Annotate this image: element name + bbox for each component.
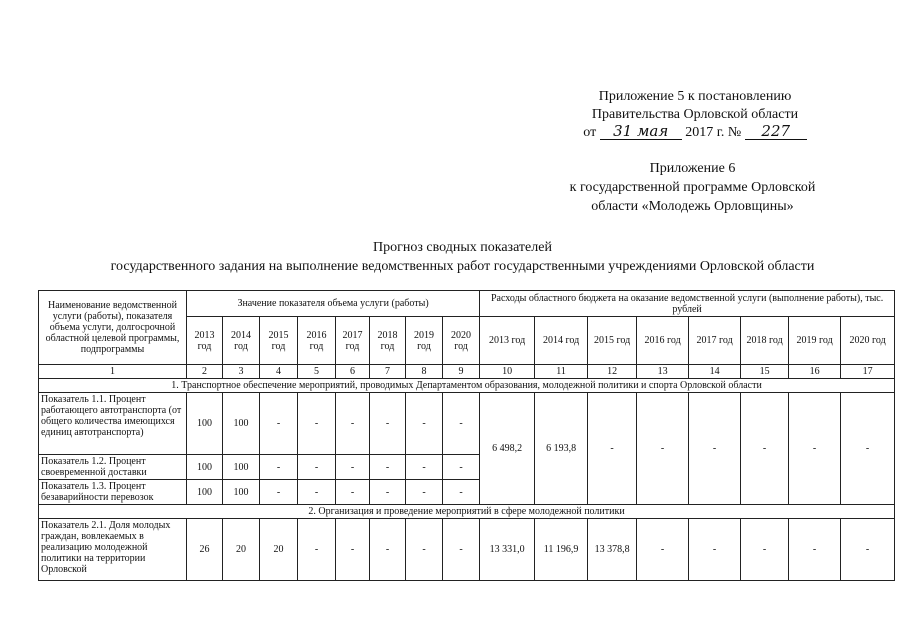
section1-row <box>39 379 895 393</box>
budget-value: - <box>637 393 689 505</box>
budget-value: - <box>841 519 895 581</box>
indicator-value: 100 <box>187 455 223 480</box>
col-number: 1 <box>39 365 187 379</box>
indicator-value: 100 <box>223 393 260 455</box>
appendix5-block <box>560 88 830 142</box>
budget-value: - <box>789 393 841 505</box>
budget-year: 2017 год <box>689 317 741 365</box>
budget-year: 2015 год <box>588 317 637 365</box>
budget-value: 11 196,9 <box>535 519 588 581</box>
indicator-value: - <box>406 393 443 455</box>
indicator-value: - <box>370 519 406 581</box>
indicator-value: 26 <box>187 519 223 581</box>
col-number: 12 <box>588 365 637 379</box>
indicator-value: 20 <box>223 519 260 581</box>
from-prefix: от <box>583 125 597 140</box>
budget-value: - <box>689 519 741 581</box>
title-line1: Прогноз сводных показателей <box>373 240 552 255</box>
budget-year: 2016 год <box>637 317 689 365</box>
budget-value: 13 378,8 <box>588 519 637 581</box>
indicator-value: - <box>406 480 443 505</box>
col-number: 2 <box>187 365 223 379</box>
indicator-value: - <box>406 519 443 581</box>
indicator-name: Показатель 2.1. Доля молодых граждан, вовлекаемых в реализацию молодежной политики на территории Орловской <box>39 519 187 581</box>
col-number: 9 <box>443 365 480 379</box>
volume-year: 2017 год <box>336 317 370 365</box>
budget-year: 2020 год <box>841 317 895 365</box>
table-row <box>39 519 895 581</box>
document-title <box>40 238 885 276</box>
header-budget-cell: Расходы областного бюджета на оказание ведомственной услуги (выполнение работы), тыс. рублей <box>480 291 895 317</box>
indicator-value: - <box>260 455 298 480</box>
budget-year: 2013 год <box>480 317 535 365</box>
indicator-value: 100 <box>223 480 260 505</box>
volume-year: 2016 год <box>298 317 336 365</box>
col-number: 5 <box>298 365 336 379</box>
budget-value: 6 193,8 <box>535 393 588 505</box>
section2-title: 2. Организация и проведение мероприятий в сфере молодежной политики <box>39 505 895 519</box>
indicator-value: - <box>336 480 370 505</box>
col-number: 14 <box>689 365 741 379</box>
header-row-1 <box>39 291 895 317</box>
budget-year: 2019 год <box>789 317 841 365</box>
appendix5-line1: Приложение 5 к постановлению <box>598 89 792 104</box>
indicator-value: - <box>336 393 370 455</box>
indicator-name: Показатель 1.3. Процент безаварийности перевозок <box>39 480 187 505</box>
budget-value: - <box>789 519 841 581</box>
indicator-value: - <box>260 393 298 455</box>
col-number: 16 <box>789 365 841 379</box>
number-signature: 227 <box>745 124 807 140</box>
indicator-value: - <box>443 455 480 480</box>
budget-year: 2014 год <box>535 317 588 365</box>
budget-value: - <box>741 519 789 581</box>
budget-value: - <box>588 393 637 505</box>
col-number: 8 <box>406 365 443 379</box>
header-volume-cell: Значение показателя объема услуги (работы) <box>187 291 480 317</box>
budget-year: 2018 год <box>741 317 789 365</box>
indicator-value: - <box>443 393 480 455</box>
indicator-value: - <box>336 519 370 581</box>
indicator-value: - <box>336 455 370 480</box>
column-numbers-row <box>39 365 895 379</box>
indicator-value: - <box>443 480 480 505</box>
volume-year: 2014 год <box>223 317 260 365</box>
volume-year: 2019 год <box>406 317 443 365</box>
budget-value: - <box>637 519 689 581</box>
header-name-cell: Наименование ведомственной услуги (работы), показателя объема услуги, долгосрочной областной целевой программы, подпрограммы <box>39 291 187 365</box>
indicator-value: - <box>406 455 443 480</box>
table-row <box>39 393 895 455</box>
indicator-value: - <box>370 393 406 455</box>
indicator-value: 20 <box>260 519 298 581</box>
col-number: 17 <box>841 365 895 379</box>
volume-year: 2020 год <box>443 317 480 365</box>
title-line2: государственного задания на выполнение ведомственных работ государственными учреждениями Орловской области <box>110 259 815 274</box>
col-number: 11 <box>535 365 588 379</box>
budget-value: - <box>689 393 741 505</box>
indicator-value: 100 <box>187 393 223 455</box>
volume-year: 2015 год <box>260 317 298 365</box>
indicator-value: - <box>298 455 336 480</box>
indicator-value: 100 <box>187 480 223 505</box>
indicator-value: 100 <box>223 455 260 480</box>
date-signature: 31 мая <box>600 124 682 140</box>
year-text: 2017 г. № <box>685 125 742 140</box>
indicator-value: - <box>298 480 336 505</box>
indicator-value: - <box>443 519 480 581</box>
indicator-value: - <box>298 393 336 455</box>
appendix6-line3: области «Молодежь Орловщины» <box>591 199 794 214</box>
col-number: 4 <box>260 365 298 379</box>
budget-value: 13 331,0 <box>480 519 535 581</box>
indicator-value: - <box>370 480 406 505</box>
section1-title: 1. Транспортное обеспечение мероприятий, проводимых Департаментом образования, молодежной политики и спорта Орловской области <box>39 379 895 393</box>
indicator-name: Показатель 1.1. Процент работающего автотранспорта (от общего количества имеющихся единиц автотранспорта) <box>39 393 187 455</box>
appendix6-line1: Приложение 6 <box>649 161 736 176</box>
budget-value: - <box>841 393 895 505</box>
section2-row <box>39 505 895 519</box>
indicator-name: Показатель 1.2. Процент своевременной доставки <box>39 455 187 480</box>
indicator-value: - <box>260 480 298 505</box>
budget-value: - <box>741 393 789 505</box>
col-number: 3 <box>223 365 260 379</box>
volume-year: 2018 год <box>370 317 406 365</box>
indicator-value: - <box>370 455 406 480</box>
volume-year: 2013 год <box>187 317 223 365</box>
appendix5-line2: Правительства Орловской области <box>591 107 799 122</box>
col-number: 15 <box>741 365 789 379</box>
col-number: 13 <box>637 365 689 379</box>
indicator-value: - <box>298 519 336 581</box>
budget-value: 6 498,2 <box>480 393 535 505</box>
indicators-table <box>38 290 895 581</box>
appendix6-line2: к государственной программе Орловской <box>569 180 816 195</box>
col-number: 6 <box>336 365 370 379</box>
col-number: 7 <box>370 365 406 379</box>
appendix6-block <box>555 159 830 216</box>
appendix5-date-line <box>560 124 830 142</box>
col-number: 10 <box>480 365 535 379</box>
